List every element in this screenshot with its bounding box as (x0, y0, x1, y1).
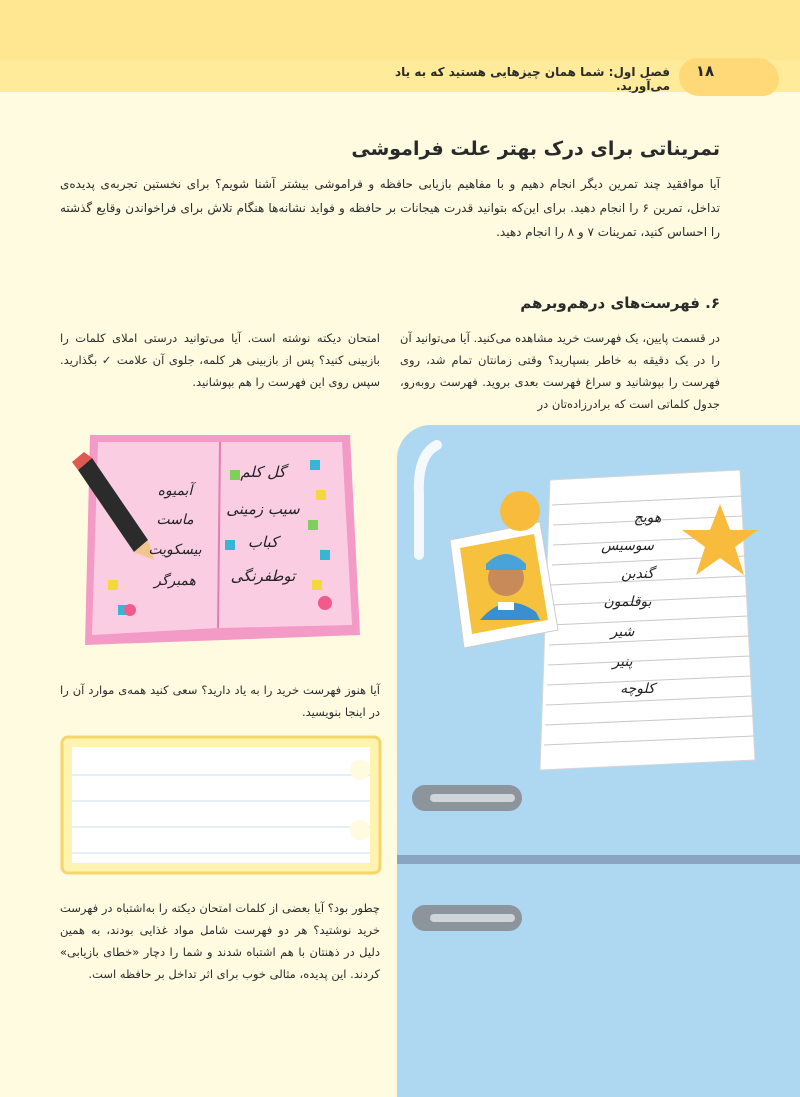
notebook-word-4: توطفرنگی (230, 567, 296, 585)
conclusion-paragraph: چطور بود؟ آیا بعضی از کلمات امتحان دیکته را به‌اشتباه در فهرست خرید نوشتید؟ هر دو فهرست شامل مواد غذایی بودند، به همین دلیل در ذهنتان با هم اشتباه شدند و شما را دچار «خطای بازیابی» کردند. این پدیده، مثالی خوب برای اثر تداخل بر حافظه است. (60, 901, 380, 981)
notebook-word-7: بیسکویت (148, 542, 202, 558)
shopping-item-5: شیر (610, 624, 635, 640)
shopping-item-2: سوسیس (601, 538, 654, 554)
notebook-word-3: کباب (247, 533, 279, 551)
gear-sticker-icon (490, 485, 550, 535)
photo-magnet (440, 520, 560, 650)
exercise-text-right: در قسمت پایین، یک فهرست خرید مشاهده می‌کنید. آیا می‌توانید آن را در یک دقیقه به خاطر بسپارید؟ وقتی زمانتان تمام شد، روی فهرست را بپوشانید و سراغ فهرست بعدی بروید. فهرست روبه‌رو، جدول کلماتی است که برادرزاده‌تان در (400, 331, 720, 411)
shopping-item-1: هویج (633, 510, 662, 526)
section-title: تمریناتی برای درک بهتر علت فراموشی (351, 138, 720, 160)
notebook-word-5: آبمیوه (157, 483, 193, 499)
intro-paragraph: آیا موافقید چند تمرین دیگر انجام دهیم و با مفاهیم بازیابی حافظه و فراموشی بیشتر آشنا شویم؟ برای نخستین تجربه‌ی پدیده‌ی تداخل، تمرین ۶ را انجام دهید. برای این‌که بتوانید قدرت هیجانات بر حافظه و فواید نشانه‌ها هنگام تلاش برای فراخواندن وقایع گذشته را احساس کنید، تمرینات ۷ و ۸ را انجام دهید. (60, 177, 720, 239)
recall-question: آیا هنوز فهرست خرید را به یاد دارید؟ سعی کنید همه‌ی موارد آن را در اینجا بنویسید. (60, 683, 380, 719)
star-icon (680, 500, 760, 580)
moon-icon (495, 660, 575, 740)
fridge-handle-bottom (412, 905, 522, 931)
fridge-door-seam (397, 855, 800, 864)
answer-writing-area[interactable] (60, 735, 382, 875)
exercise-text-left: امتحان دیکته نوشته است. آیا می‌توانید درستی املای کلمات را بازبینی کنید؟ پس از بازبینی هر کلمه، جلوی آن علامت ✓ بگذارید. سپس روی این فهرست را هم بپوشانید. (60, 331, 380, 389)
exercise-title: ۶. فهرست‌های درهم‌وبرهم (520, 294, 720, 312)
shopping-item-3: گندبن (621, 566, 654, 582)
fridge-handle-top (412, 785, 522, 811)
notebook-word-6: ماست (156, 512, 194, 528)
page-number: ۱۸ (695, 62, 715, 80)
shopping-item-4: بوقلمون (603, 594, 652, 610)
notebook-word-1: گل کلم (240, 463, 286, 481)
notebook-left-page (92, 442, 220, 635)
chapter-title: فصل اول: شما همان چیزهایی هستید که به یاد می‌آورید. (394, 65, 670, 93)
shopping-item-7: کلوچه (620, 681, 655, 697)
notebook-word-2: سیب زمینی (226, 500, 300, 518)
shopping-item-6: پنیر (612, 654, 633, 670)
notebook-word-8: همبرگر (154, 573, 196, 589)
